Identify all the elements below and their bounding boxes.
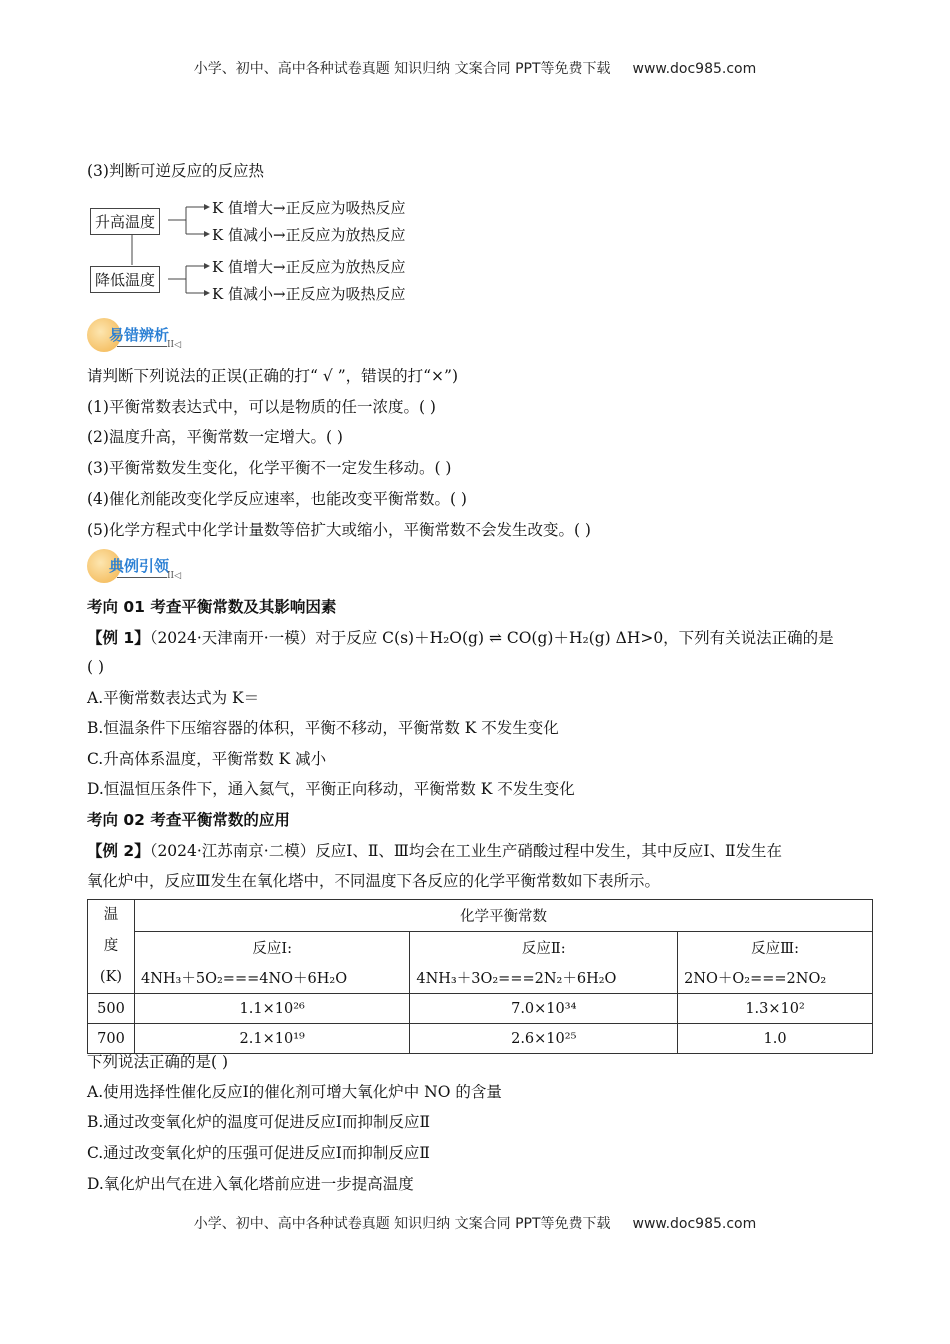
question: 下列说法正确的是( ) <box>87 1053 229 1071</box>
table-row <box>88 994 873 1024</box>
diagram-branch: K 值减小→正反应为吸热反应 <box>212 285 406 303</box>
diagram-branch: K 值增大→正反应为吸热反应 <box>212 199 406 217</box>
header-url[interactable]: www.doc985.com <box>632 61 757 77</box>
value-cell: 1.3×10² <box>678 994 873 1024</box>
option-b: B.恒温条件下压缩容器的体积，平衡不移动，平衡常数 K 不发生变化 <box>87 719 559 737</box>
judge-item: (1)平衡常数表达式中，可以是物质的任一浓度。( ) <box>87 398 436 416</box>
example-2-stem: （2024·江苏南京·二模）反应Ⅰ、Ⅱ、Ⅲ均会在工业生产硝酸过程中发生，其中反应Ⅰ、Ⅱ发生在 <box>149 842 783 860</box>
option-d: D.恒温恒压条件下，通入氦气，平衡正向移动，平衡常数 K 不发生变化 <box>87 780 575 798</box>
diagram-branch: K 值增大→正反应为放热反应 <box>212 258 406 276</box>
value-cell: 2.6×10²⁵ <box>410 1024 678 1054</box>
example-2-stem-cont: 氧化炉中，反应Ⅲ发生在氧化塔中，不同温度下各反应的化学平衡常数如下表所示。 <box>87 872 660 890</box>
judge-intro: 请判断下列说法的正误(正确的打“ √ ”，错误的打“×”) <box>87 367 459 385</box>
topic-2-title: 考向 02 考查平衡常数的应用 <box>87 811 290 829</box>
reaction-name: 反应Ⅲ: <box>678 931 873 962</box>
equilibrium-constant-table <box>87 899 873 1054</box>
temp-header: (K) <box>99 969 123 985</box>
value-cell: 7.0×10³⁴ <box>410 994 678 1024</box>
lower-temperature-box: 降低温度 <box>90 266 160 293</box>
raise-temperature-box: 升高温度 <box>90 208 160 235</box>
answer-blank: ( ) <box>87 658 105 676</box>
value-cell: 1.1×10²⁶ <box>135 994 410 1024</box>
banner-title: 易错辨析 <box>109 326 170 344</box>
table-row <box>88 1024 873 1054</box>
banner-mark-icon: II◁ <box>167 571 182 581</box>
judge-item: (5)化学方程式中化学计量数等倍扩大或缩小，平衡常数不会发生改变。( ) <box>87 521 591 539</box>
reaction-equation: 4NH₃＋5O₂===4NO＋6H₂O <box>135 962 410 993</box>
reaction-equation: 4NH₃＋3O₂===2N₂＋6H₂O <box>410 962 678 993</box>
judge-item: (3)平衡常数发生变化，化学平衡不一定发生移动。( ) <box>87 459 452 477</box>
banner-title: 典例引领 <box>109 557 170 575</box>
header-text: 小学、初中、高中各种试卷真题 知识归纳 文案合同 PPT等免费下载 <box>193 61 611 77</box>
reaction-name: 反应Ⅱ: <box>410 931 678 962</box>
example-1-stem: （2024·天津南开·一模）对于反应 C(s)＋H₂O(g) ⇌ CO(g)＋H₂(g) ΔH>0，下列有关说法正确的是 <box>149 629 834 647</box>
banner-mark-icon: II◁ <box>167 340 182 350</box>
reaction-name: 反应Ⅰ: <box>135 931 410 962</box>
section-heading: (3)判断可逆反应的反应热 <box>87 162 264 180</box>
option-a: A.使用选择性催化反应Ⅰ的催化剂可增大氧化炉中 NO 的含量 <box>87 1083 502 1101</box>
reaction-equation: 2NO＋O₂===2NO₂ <box>678 962 873 993</box>
temp-header: 温 <box>103 907 119 923</box>
option-c: C.通过改变氧化炉的压强可促进反应Ⅰ而抑制反应Ⅱ <box>87 1144 430 1162</box>
judge-item: (4)催化剂能改变化学反应速率，也能改变平衡常数。( ) <box>87 490 467 508</box>
topic-1-title: 考向 01 考查平衡常数及其影响因素 <box>87 598 337 616</box>
value-cell: 1.0 <box>678 1024 873 1054</box>
example-banner <box>87 549 187 589</box>
error-analysis-banner <box>87 318 187 358</box>
value-cell: 2.1×10¹⁹ <box>135 1024 410 1054</box>
example-2-label: 【例 2】 <box>87 842 150 860</box>
option-b: B.通过改变氧化炉的温度可促进反应Ⅰ而抑制反应Ⅱ <box>87 1113 430 1131</box>
footer-url[interactable]: www.doc985.com <box>632 1216 757 1232</box>
judge-item: (2)温度升高，平衡常数一定增大。( ) <box>87 428 343 446</box>
temp-header: 度 <box>103 938 119 954</box>
page-footer <box>0 1213 950 1233</box>
example-1-label: 【例 1】 <box>87 629 150 647</box>
temp-cell: 500 <box>88 994 135 1024</box>
diagram-branch: K 值减小→正反应为放热反应 <box>212 226 406 244</box>
group-header: 化学平衡常数 <box>135 900 873 932</box>
temp-cell: 700 <box>88 1024 135 1054</box>
option-c: C.升高体系温度，平衡常数 K 减小 <box>87 750 327 768</box>
option-a: A.平衡常数表达式为 K＝ <box>87 689 260 707</box>
footer-text: 小学、初中、高中各种试卷真题 知识归纳 文案合同 PPT等免费下载 <box>193 1216 611 1232</box>
option-d: D.氧化炉出气在进入氧化塔前应进一步提高温度 <box>87 1175 414 1193</box>
